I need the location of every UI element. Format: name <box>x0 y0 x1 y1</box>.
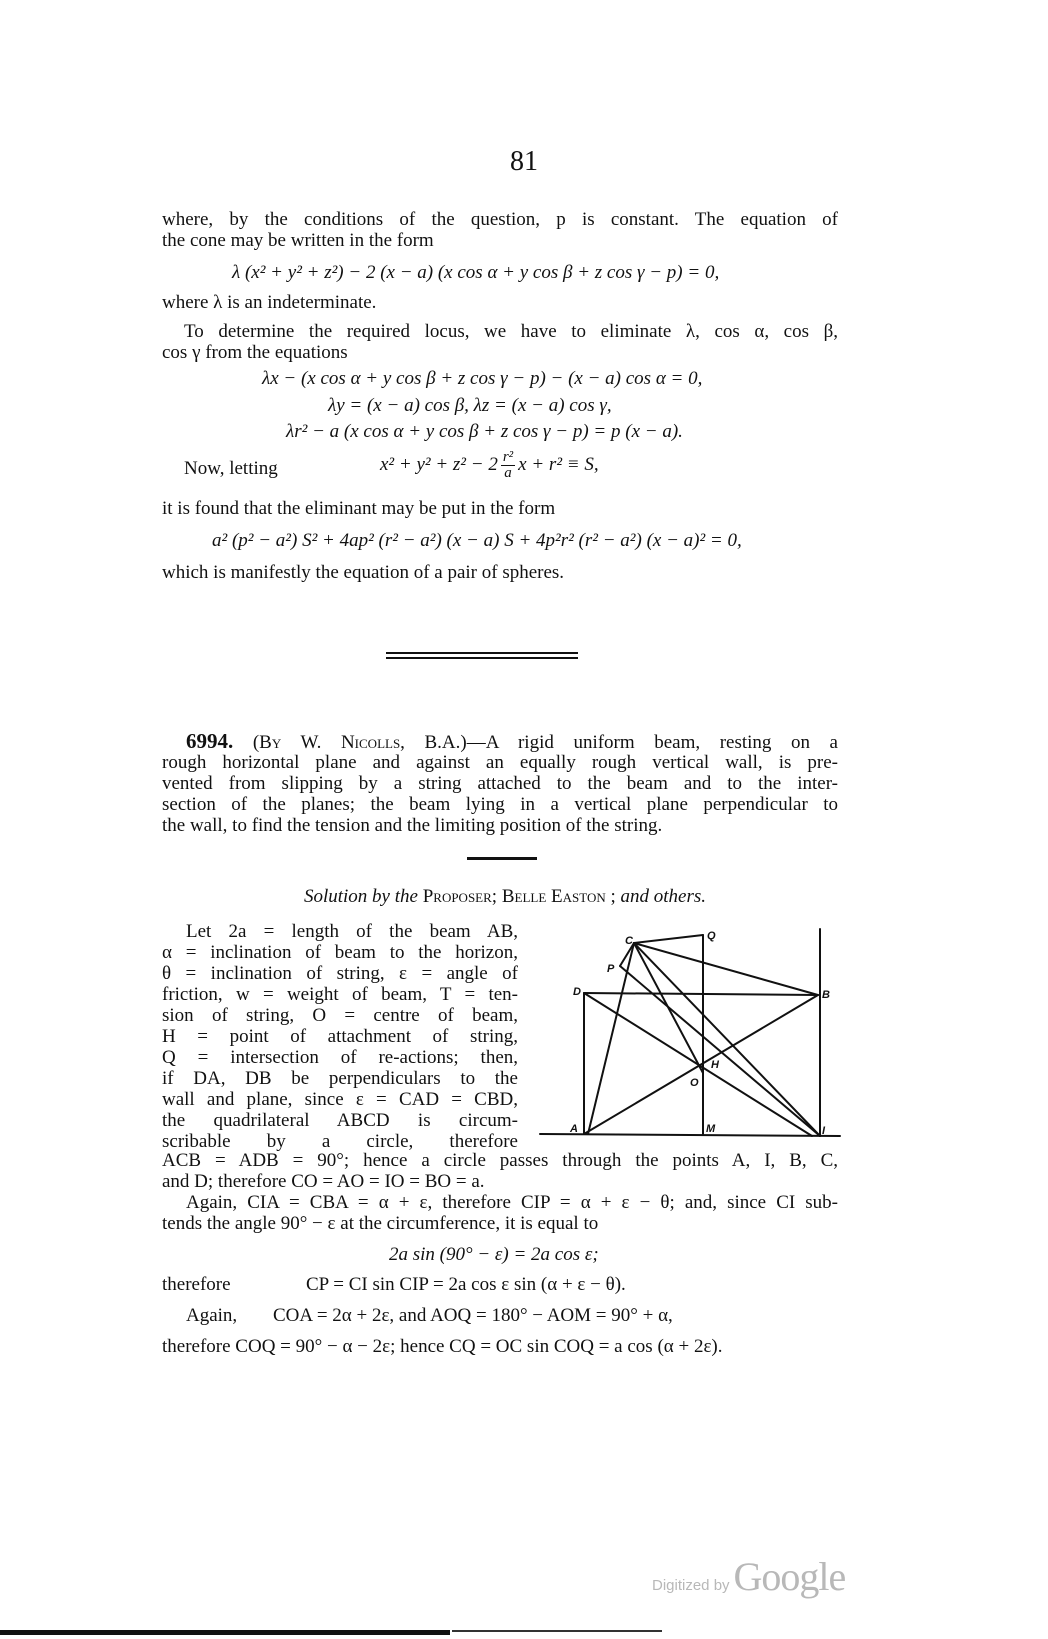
problem-line: the wall, to find the tension and the limiting position of the string. <box>162 815 663 836</box>
solution-line: if DA, DB be perpendiculars to the <box>162 1068 518 1089</box>
solution-last-line: therefore COQ = 90° − α − 2ε; hence CQ = OC sin COQ = a cos (α + 2ε). <box>162 1336 723 1357</box>
label-O: O <box>690 1077 699 1089</box>
label-B: B <box>822 989 830 1001</box>
label-Q: Q <box>707 930 716 942</box>
separator-rule <box>386 652 578 654</box>
solution-line: tends the angle 90° − ε at the circumference, it is equal to <box>162 1213 599 1234</box>
equation-ci: 2a sin (90° − ε) = 2a cos ε; <box>389 1244 599 1265</box>
label-C: C <box>625 935 633 947</box>
problem-number: 6994. <box>186 729 234 753</box>
separator: ; <box>491 886 498 907</box>
solution-line: θ = inclination of string, ε = angle of <box>162 963 518 984</box>
fraction-denominator: a <box>504 465 512 482</box>
short-separator-rule <box>467 857 537 860</box>
problem-author: (By W. Nicolls, B.A.) <box>252 732 467 753</box>
solution-line: scribable by a circle, therefore <box>162 1131 518 1152</box>
paragraph-line: To determine the required locus, we have to eliminate λ, cos α, cos β, <box>184 321 838 342</box>
solution-heading-prefix: Solution by the <box>303 886 418 907</box>
label-A: A <box>570 1123 578 1135</box>
solution-line: Let 2a = length of the beam AB, <box>186 921 518 942</box>
label-I: I <box>822 1125 826 1137</box>
scan-edge-bar <box>452 1630 662 1632</box>
equation-coa: COA = 2α + 2ε, and AOQ = 180° − AOM = 90° + α, <box>273 1305 673 1326</box>
solution-contributor: Belle Easton <box>501 886 606 907</box>
equation-2: λy = (x − a) cos β, λz = (x − a) cos γ, <box>328 395 612 416</box>
equation-cone: λ (x² + y² + z²) − 2 (x − a) (x cos α + y cos β + z cos γ − p) = 0, <box>232 262 720 283</box>
paragraph-line: where, by the conditions of the question, p is constant. The equation of <box>162 209 838 230</box>
digitized-by-text: Digitized by <box>652 1577 730 1594</box>
problem-first-line <box>186 731 838 753</box>
line-CQ <box>634 935 703 943</box>
solution-line: sion of string, O = centre of beam, <box>162 1005 518 1026</box>
label-P: P <box>607 963 615 975</box>
solution-line: and D; therefore CO = AO = IO = BO = a. <box>162 1171 485 1192</box>
now-letting-label: Now, letting <box>184 458 278 479</box>
equation-cp: CP = CI sin CIP = 2a cos ε sin (α + ε − θ). <box>306 1274 626 1295</box>
paragraph-line: it is found that the eliminant may be put in the form <box>162 498 556 519</box>
separator: ; <box>610 886 616 907</box>
solution-line: ACB = ADB = 90°; hence a circle passes through the points A, I, B, C, <box>162 1150 838 1171</box>
problem-line: section of the planes; the beam lying in a vertical plane perpendicular to <box>162 794 838 815</box>
solution-line: friction, w = weight of beam, T = ten- <box>162 984 518 1005</box>
page-number: 81 <box>510 146 538 177</box>
solution-line: Again, CIA = CBA = α + ε, therefore CIP = α + ε − θ; and, since CI sub- <box>186 1192 838 1213</box>
equation-s-right: x + r² ≡ S, <box>518 454 599 475</box>
solution-line: wall and plane, since ε = CAD = CBD, <box>162 1089 518 1110</box>
equation-eliminant: a² (p² − a²) S² + 4ap² (r² − a²) (x − a) S + 4p²r² (r² − a²) (x − a)² = 0, <box>212 530 742 551</box>
line-CI <box>634 943 820 1136</box>
fraction-numerator: r² <box>502 449 514 466</box>
equation-s-left: x² + y² + z² − 2 <box>380 454 498 475</box>
string-line-P <box>620 966 820 1136</box>
label-H: H <box>711 1059 719 1071</box>
equation-1: λx − (x cos α + y cos β + z cos γ − p) − (x − a) cos α = 0, <box>262 368 703 389</box>
solution-line: H = point of attachment of string, <box>162 1026 518 1047</box>
solution-line: Q = intersection of re-actions; then, <box>162 1047 518 1068</box>
paragraph-line: where λ is an indeterminate. <box>162 292 377 313</box>
google-logo: Google <box>733 1554 846 1599</box>
therefore-label: therefore <box>162 1274 231 1295</box>
solution-line: α = inclination of beam to the horizon, <box>162 942 518 963</box>
google-watermark <box>652 1553 845 1600</box>
equation-s <box>380 448 599 482</box>
solution-heading-suffix: and others. <box>620 886 707 907</box>
line-CB <box>634 943 818 995</box>
equation-3: λr² − a (x cos α + y cos β + z cos γ − p) = p (x − a). <box>286 421 683 442</box>
label-M: M <box>706 1123 716 1135</box>
problem-text: —A rigid uniform beam, resting on a <box>466 732 838 753</box>
beam-diagram <box>530 920 850 1145</box>
solution-proposer: Proposer <box>422 886 492 907</box>
label-D: D <box>573 986 581 998</box>
separator-rule <box>386 657 578 659</box>
paragraph-line: the cone may be written in the form <box>162 230 434 251</box>
line-CO <box>634 943 703 1073</box>
paragraph-line: which is manifestly the equation of a pair of spheres. <box>162 562 565 583</box>
problem-line: rough horizontal plane and against an equally rough vertical wall, is pre- <box>162 752 838 773</box>
scan-edge-bar <box>0 1630 450 1635</box>
problem-line: vented from slipping by a string attached to the beam and to the inter- <box>162 773 838 794</box>
solution-line: the quadrilateral ABCD is circum- <box>162 1110 518 1131</box>
line-DB <box>584 993 818 995</box>
again-label: Again, <box>186 1305 238 1326</box>
fraction <box>501 450 515 481</box>
paragraph-line: cos γ from the equations <box>162 342 348 363</box>
solution-heading <box>0 886 1010 907</box>
